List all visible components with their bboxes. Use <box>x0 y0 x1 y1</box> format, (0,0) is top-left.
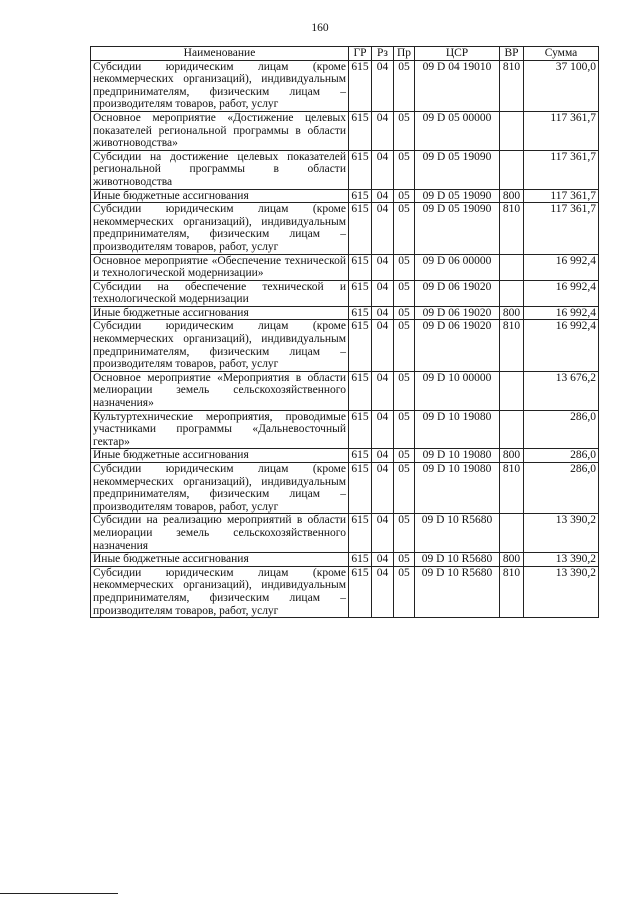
cell-gr: 615 <box>349 189 372 203</box>
cell-gr: 615 <box>349 60 372 111</box>
cell-csr: 09 D 10 R5680 <box>415 566 500 617</box>
cell-gr: 615 <box>349 280 372 306</box>
cell-pr: 05 <box>394 371 415 410</box>
cell-vr: 810 <box>500 463 524 514</box>
cell-pr: 05 <box>394 254 415 280</box>
cell-gr: 615 <box>349 553 372 567</box>
cell-rz: 04 <box>372 189 394 203</box>
cell-vr <box>500 280 524 306</box>
cell-rz: 04 <box>372 111 394 150</box>
table-row <box>91 463 599 514</box>
cell-gr: 615 <box>349 514 372 553</box>
cell-pr: 05 <box>394 203 415 254</box>
cell-rz: 04 <box>372 150 394 189</box>
budget-table <box>90 46 599 618</box>
cell-csr: 09 D 10 R5680 <box>415 553 500 567</box>
cell-csr: 09 D 10 R5680 <box>415 514 500 553</box>
header-pr: Пр <box>394 47 415 61</box>
cell-sum: 117 361,7 <box>524 150 599 189</box>
cell-csr: 09 D 10 19080 <box>415 410 500 449</box>
cell-rz: 04 <box>372 306 394 320</box>
cell-name: Культуртехнические мероприятия, проводимые участниками программы «Дальневосточный гектар» <box>91 410 349 449</box>
header-csr: ЦСР <box>415 47 500 61</box>
cell-pr: 05 <box>394 189 415 203</box>
cell-name: Иные бюджетные ассигнования <box>91 306 349 320</box>
cell-sum: 117 361,7 <box>524 111 599 150</box>
cell-vr: 800 <box>500 553 524 567</box>
cell-rz: 04 <box>372 449 394 463</box>
cell-sum: 117 361,7 <box>524 189 599 203</box>
cell-pr: 05 <box>394 111 415 150</box>
cell-gr: 615 <box>349 150 372 189</box>
cell-vr: 810 <box>500 566 524 617</box>
cell-sum: 117 361,7 <box>524 203 599 254</box>
cell-sum: 13 390,2 <box>524 566 599 617</box>
header-sum: Сумма <box>524 47 599 61</box>
page-number: 160 <box>311 22 329 34</box>
cell-vr: 810 <box>500 60 524 111</box>
table-row <box>91 410 599 449</box>
cell-gr: 615 <box>349 111 372 150</box>
cell-gr: 615 <box>349 254 372 280</box>
cell-gr: 615 <box>349 410 372 449</box>
cell-csr: 09 D 10 00000 <box>415 371 500 410</box>
cell-csr: 09 D 04 19010 <box>415 60 500 111</box>
cell-sum: 16 992,4 <box>524 320 599 371</box>
cell-rz: 04 <box>372 60 394 111</box>
cell-vr <box>500 371 524 410</box>
cell-csr: 09 D 10 19080 <box>415 449 500 463</box>
cell-name: Основное мероприятие «Достижение целевых показателей региональной программы в области животноводства» <box>91 111 349 150</box>
cell-name: Субсидии юридическим лицам (кроме некоммерческих организаций), индивидуальным предпринимателям, физическим лицам – производителям товаров, работ, услуг <box>91 463 349 514</box>
table-header <box>91 47 599 61</box>
table-row <box>91 553 599 567</box>
table-row <box>91 449 599 463</box>
cell-pr: 05 <box>394 150 415 189</box>
cell-csr: 09 D 10 19080 <box>415 463 500 514</box>
table-row <box>91 320 599 371</box>
table-row <box>91 60 599 111</box>
cell-gr: 615 <box>349 463 372 514</box>
table-body <box>91 60 599 618</box>
cell-vr: 800 <box>500 449 524 463</box>
cell-sum: 286,0 <box>524 410 599 449</box>
cell-csr: 09 D 06 19020 <box>415 280 500 306</box>
table-row <box>91 371 599 410</box>
cell-name: Субсидии юридическим лицам (кроме некоммерческих организаций), индивидуальным предпринимателям, физическим лицам – производителям товаров, работ, услуг <box>91 60 349 111</box>
cell-rz: 04 <box>372 320 394 371</box>
cell-name: Субсидии юридическим лицам (кроме некоммерческих организаций), индивидуальным предпринимателям, физическим лицам – производителям товаров, работ, услуг <box>91 203 349 254</box>
cell-gr: 615 <box>349 320 372 371</box>
cell-sum: 37 100,0 <box>524 60 599 111</box>
cell-sum: 13 676,2 <box>524 371 599 410</box>
cell-vr <box>500 111 524 150</box>
cell-rz: 04 <box>372 514 394 553</box>
footnote-rule <box>0 893 118 894</box>
cell-pr: 05 <box>394 306 415 320</box>
cell-vr <box>500 410 524 449</box>
cell-pr: 05 <box>394 566 415 617</box>
table-row <box>91 514 599 553</box>
cell-gr: 615 <box>349 371 372 410</box>
cell-sum: 16 992,4 <box>524 254 599 280</box>
cell-rz: 04 <box>372 463 394 514</box>
table-row <box>91 203 599 254</box>
table-row <box>91 566 599 617</box>
cell-rz: 04 <box>372 371 394 410</box>
header-name: Наименование <box>91 47 349 61</box>
cell-rz: 04 <box>372 254 394 280</box>
cell-name: Субсидии юридическим лицам (кроме некоммерческих организаций), индивидуальным предпринимателям, физическим лицам – производителям товаров, работ, услуг <box>91 320 349 371</box>
cell-csr: 09 D 05 19090 <box>415 150 500 189</box>
cell-gr: 615 <box>349 566 372 617</box>
cell-pr: 05 <box>394 553 415 567</box>
cell-vr: 800 <box>500 189 524 203</box>
cell-gr: 615 <box>349 306 372 320</box>
table-row <box>91 280 599 306</box>
cell-vr <box>500 514 524 553</box>
table-row <box>91 254 599 280</box>
cell-rz: 04 <box>372 203 394 254</box>
cell-pr: 05 <box>394 449 415 463</box>
cell-csr: 09 D 05 19090 <box>415 203 500 254</box>
cell-name: Субсидии на достижение целевых показателей региональной программы в области животноводства <box>91 150 349 189</box>
header-vr: ВР <box>500 47 524 61</box>
header-gr: ГР <box>349 47 372 61</box>
cell-sum: 13 390,2 <box>524 514 599 553</box>
cell-csr: 09 D 06 19020 <box>415 306 500 320</box>
cell-vr <box>500 150 524 189</box>
table-row <box>91 150 599 189</box>
cell-pr: 05 <box>394 410 415 449</box>
cell-csr: 09 D 06 19020 <box>415 320 500 371</box>
cell-csr: 09 D 05 19090 <box>415 189 500 203</box>
cell-rz: 04 <box>372 553 394 567</box>
cell-name: Субсидии на реализацию мероприятий в области мелиорации земель сельскохозяйственного назначения <box>91 514 349 553</box>
cell-pr: 05 <box>394 60 415 111</box>
cell-rz: 04 <box>372 280 394 306</box>
cell-pr: 05 <box>394 280 415 306</box>
cell-rz: 04 <box>372 566 394 617</box>
cell-pr: 05 <box>394 463 415 514</box>
cell-vr: 810 <box>500 320 524 371</box>
cell-rz: 04 <box>372 410 394 449</box>
table-row <box>91 306 599 320</box>
cell-csr: 09 D 05 00000 <box>415 111 500 150</box>
cell-sum: 16 992,4 <box>524 306 599 320</box>
cell-sum: 16 992,4 <box>524 280 599 306</box>
cell-vr: 810 <box>500 203 524 254</box>
cell-sum: 286,0 <box>524 463 599 514</box>
header-rz: Рз <box>372 47 394 61</box>
cell-gr: 615 <box>349 449 372 463</box>
cell-name: Иные бюджетные ассигнования <box>91 449 349 463</box>
cell-sum: 286,0 <box>524 449 599 463</box>
cell-name: Субсидии юридическим лицам (кроме некоммерческих организаций), индивидуальным предпринимателям, физическим лицам – производителям товаров, работ, услуг <box>91 566 349 617</box>
cell-vr <box>500 254 524 280</box>
cell-gr: 615 <box>349 203 372 254</box>
cell-sum: 13 390,2 <box>524 553 599 567</box>
cell-pr: 05 <box>394 320 415 371</box>
cell-csr: 09 D 06 00000 <box>415 254 500 280</box>
table-row <box>91 189 599 203</box>
cell-name: Основное мероприятие «Мероприятия в области мелиорации земель сельскохозяйственного назначения» <box>91 371 349 410</box>
table-row <box>91 111 599 150</box>
cell-name: Субсидии на обеспечение технической и технологической модернизации <box>91 280 349 306</box>
cell-vr: 800 <box>500 306 524 320</box>
cell-name: Основное мероприятие «Обеспечение технической и технологической модернизации» <box>91 254 349 280</box>
cell-name: Иные бюджетные ассигнования <box>91 553 349 567</box>
cell-name: Иные бюджетные ассигнования <box>91 189 349 203</box>
cell-pr: 05 <box>394 514 415 553</box>
